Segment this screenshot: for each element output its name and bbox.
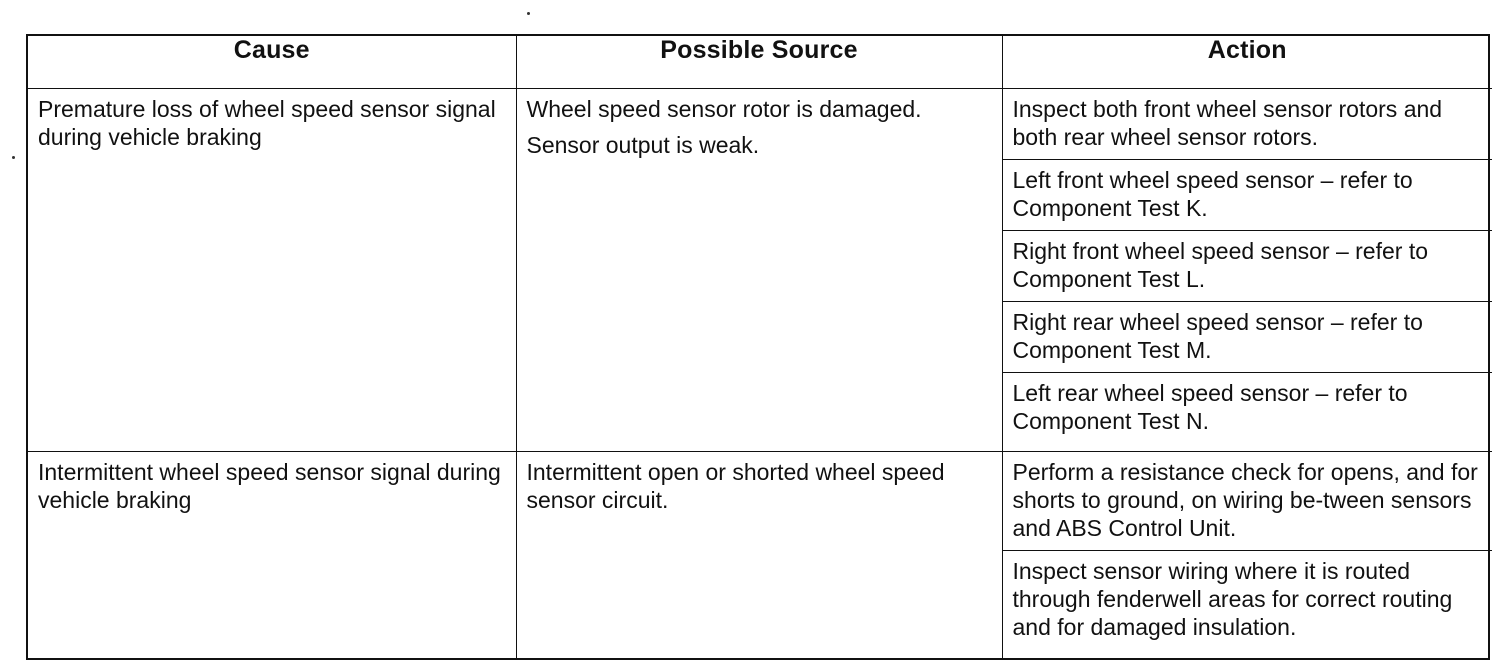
action-cell [1002,452,1492,661]
troubleshooting-table [28,36,1492,660]
column-header-cause: Cause [28,36,516,89]
source-text: Wheel speed sensor rotor is damaged. [526,96,922,122]
action-text: Right front wheel speed sensor – refer to Component Test L. [1003,231,1493,302]
action-text: Left front wheel speed sensor – refer to Component Test K. [1003,160,1493,231]
action-cell [1002,89,1492,452]
action-text: Inspect both front wheel sensor rotors and both rear wheel sensor rotors. [1003,89,1493,160]
table-row [28,452,1492,661]
action-text: Perform a resistance check for opens, and for shorts to ground, on wiring be-tween sensors and ABS Control Unit. [1003,452,1493,551]
scan-speck [12,156,15,159]
source-text: Intermittent open or shorted wheel speed sensor circuit. [526,459,945,513]
source-cell [516,452,1002,661]
source-text: Sensor output is weak. [526,132,760,158]
column-header-possible-source: Possible Source [516,36,1002,89]
cause-cell [28,452,516,661]
action-text: Left rear wheel speed sensor – refer to Component Test N. [1012,380,1408,434]
cause-text: Intermittent wheel speed sensor signal during vehicle braking [38,459,501,513]
action-text: Right rear wheel speed sensor – refer to Component Test M. [1003,302,1493,373]
source-cell [516,89,1002,452]
column-header-action: Action [1002,36,1492,89]
header-row [28,36,1492,89]
cause-text: Premature loss of wheel speed sensor signal during vehicle braking [38,96,496,150]
cause-cell [28,89,516,452]
action-text: Inspect sensor wiring where it is routed through fenderwell areas for correct routing and for damaged insulation. [1012,558,1453,640]
troubleshooting-table-frame [26,34,1490,660]
scan-speck [527,12,530,15]
table-row [28,89,1492,452]
